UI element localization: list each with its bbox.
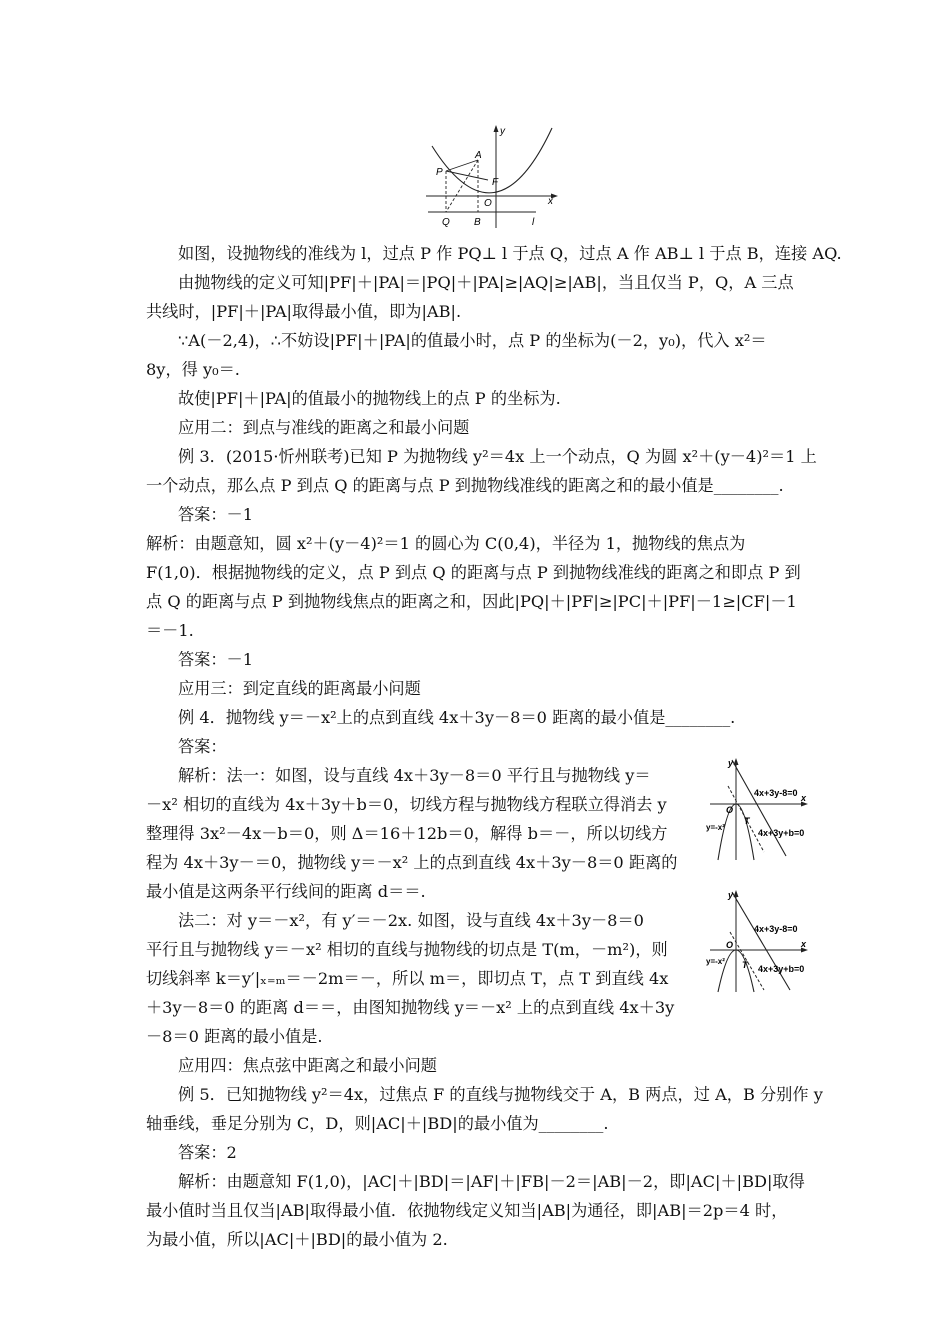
ex4-method2-line5: －8＝0 距离的最小值是. (146, 1027, 323, 1046)
ex4-line1: 例 4．抛物线 y＝－x²上的点到直线 4x＋3y－8＝0 距离的最小值是________. (178, 708, 736, 727)
ex5-line2: 轴垂线，垂足分别为 C，D，则|AC|＋|BD|的最小值为________. (146, 1114, 609, 1133)
y-axis-arrow (494, 125, 499, 132)
label-x: x (801, 939, 807, 949)
ex3-answer-repeat: 答案：－1 (178, 650, 254, 669)
ex3-analysis-line1: 解析：由题意知，圆 x²＋(y－4)²＝1 的圆心为 C(0,4)，半径为 1，抛物线的焦点为 (146, 534, 746, 553)
para3-line2: 8y，得 y₀＝. (146, 360, 240, 379)
para4-line1: 故使|PF|＋|PA|的值最小的抛物线上的点 P 的坐标为. (178, 389, 561, 408)
label-x: x (801, 793, 807, 803)
ex4-method1-line3: 整理得 3x²－4x－b＝0，则 Δ＝16＋12b＝0，解得 b＝－，所以切线方 (146, 824, 668, 843)
ex3-line2: 一个动点，那么点 P 到点 Q 的距离与点 P 到抛物线准线的距离之和的最小值是________. (146, 476, 784, 495)
label-x: x (548, 196, 553, 207)
label-O: O (726, 805, 734, 815)
label-y: y (728, 890, 734, 900)
ex5-answer: 答案：2 (178, 1143, 237, 1162)
label-F: F (492, 177, 499, 188)
label-Q: Q (442, 217, 450, 228)
ex5-analysis-line2: 最小值时当且仅当|AB|取得最小值．依抛物线定义知当|AB|为通径，即|AB|＝2p＝4 时， (146, 1201, 788, 1220)
label-line1: 4x+3y-8=0 (754, 924, 798, 934)
ex3-analysis-line4: ＝－1. (146, 621, 194, 640)
label-y: y (500, 126, 505, 137)
ex4-answer: 答案： (178, 737, 227, 756)
label-A: A (475, 150, 482, 161)
ex5-line1: 例 5．已知抛物线 y²＝4x，过焦点 F 的直线与抛物线交于 A，B 两点，过 A，B 分别作 y (178, 1085, 823, 1104)
ex4-method1-line1: 解析：法一：如图，设与直线 4x＋3y－8＝0 平行且与抛物线 y＝ (178, 766, 651, 785)
ex4-method2-line2: 平行且与抛物线 y＝－x² 相切的直线与抛物线的切点是 T(m，－m²)，则 (146, 940, 668, 959)
ex4-method1-line5: 最小值是这两条平行线间的距离 d＝＝. (146, 882, 426, 901)
label-curve: y=-x² (706, 823, 725, 832)
ex3-analysis-line3: 点 Q 的距离与点 P 到抛物线焦点的距离之和，因此|PQ|＋|PF|≥|PC|＋|PF|－1≥|CF|－1 (146, 592, 797, 611)
label-O: O (726, 940, 734, 950)
ex5-analysis-line1: 解析：由题意知 F(1,0)，|AC|＋|BD|＝|AF|＋|FB|－2＝|AB|－2，即|AC|＋|BD|取得 (178, 1172, 805, 1191)
ex4-method2-line4: ＋3y－8＝0 的距离 d＝＝，由图知抛物线 y＝－x² 上的点到直线 4x＋3y (146, 998, 675, 1017)
para2-line1: 由抛物线的定义可知|PF|＋|PA|＝|PQ|＋|PA|≥|AQ|≥|AB|，当且仅当 P，Q，A 三点 (178, 273, 794, 292)
label-P: P (436, 167, 443, 178)
label-O: O (484, 198, 492, 209)
ex4-method1-line2: －x² 相切的直线为 4x＋3y＋b＝0，切线方程与抛物线方程联立得消去 y (146, 795, 667, 814)
ex3-analysis-line2: F(1,0)．根据抛物线的定义，点 P 到点 Q 的距离与点 P 到抛物线准线的距离之和即点 P 到 (146, 563, 801, 582)
label-T: T (742, 960, 748, 970)
label-l: l (532, 217, 535, 228)
ex4-method1-line4: 程为 4x＋3y－＝0，抛物线 y＝－x² 上的点到直线 4x＋3y－8＝0 距离的 (146, 853, 678, 872)
ex5-analysis-line3: 为最小值，所以|AC|＋|BD|的最小值为 2. (146, 1230, 448, 1249)
ex3-line1: 例 3．(2015·忻州联考)已知 P 为抛物线 y²＝4x 上一个动点，Q 为圆 x²＋(y－4)²＝1 上 (178, 447, 817, 466)
para1-line1: 如图，设抛物线的准线为 l，过点 P 作 PQ⊥ l 于点 Q，过点 A 作 AB⊥ l 于点 B，连接 AQ. (178, 244, 842, 263)
label-y: y (728, 758, 734, 768)
ex4-method2-line1: 法二：对 y＝－x²，有 y′＝－2x. 如图，设与直线 4x＋3y－8＝0 (178, 911, 644, 930)
app3-title: 应用三：到定直线的距离最小问题 (178, 679, 421, 698)
para3-line1: ∵A(－2,4)，∴不妨设|PF|＋|PA|的值最小时，点 P 的坐标为(－2，y₀)，代入 x²＝ (178, 331, 767, 350)
app2-title: 应用二：到点与准线的距离之和最小问题 (178, 418, 470, 437)
label-line2: 4x+3y+b=0 (758, 828, 805, 838)
segment-PA (446, 160, 478, 171)
tangent-figure-1 (706, 756, 824, 862)
label-B: B (474, 217, 481, 228)
ex3-answer: 答案：－1 (178, 505, 254, 524)
label-line1: 4x+3y-8=0 (754, 788, 798, 798)
tangent-figure-2 (706, 888, 824, 994)
parabola-figure (424, 124, 560, 230)
app4-title: 应用四：焦点弦中距离之和最小问题 (178, 1056, 437, 1075)
line-4x+3y-8 (732, 892, 790, 990)
segment-AQ (446, 160, 478, 212)
label-T: T (744, 816, 750, 826)
para2-line2: 共线时，|PF|＋|PA|取得最小值，即为|AB|. (146, 302, 462, 321)
label-curve: y=-x² (706, 957, 725, 966)
ex4-method2-line3: 切线斜率 k＝y′|ₓ₌ₘ＝－2m＝－，所以 m＝，即切点 T，点 T 到直线 4x (146, 969, 669, 988)
label-line2: 4x+3y+b=0 (758, 964, 805, 974)
